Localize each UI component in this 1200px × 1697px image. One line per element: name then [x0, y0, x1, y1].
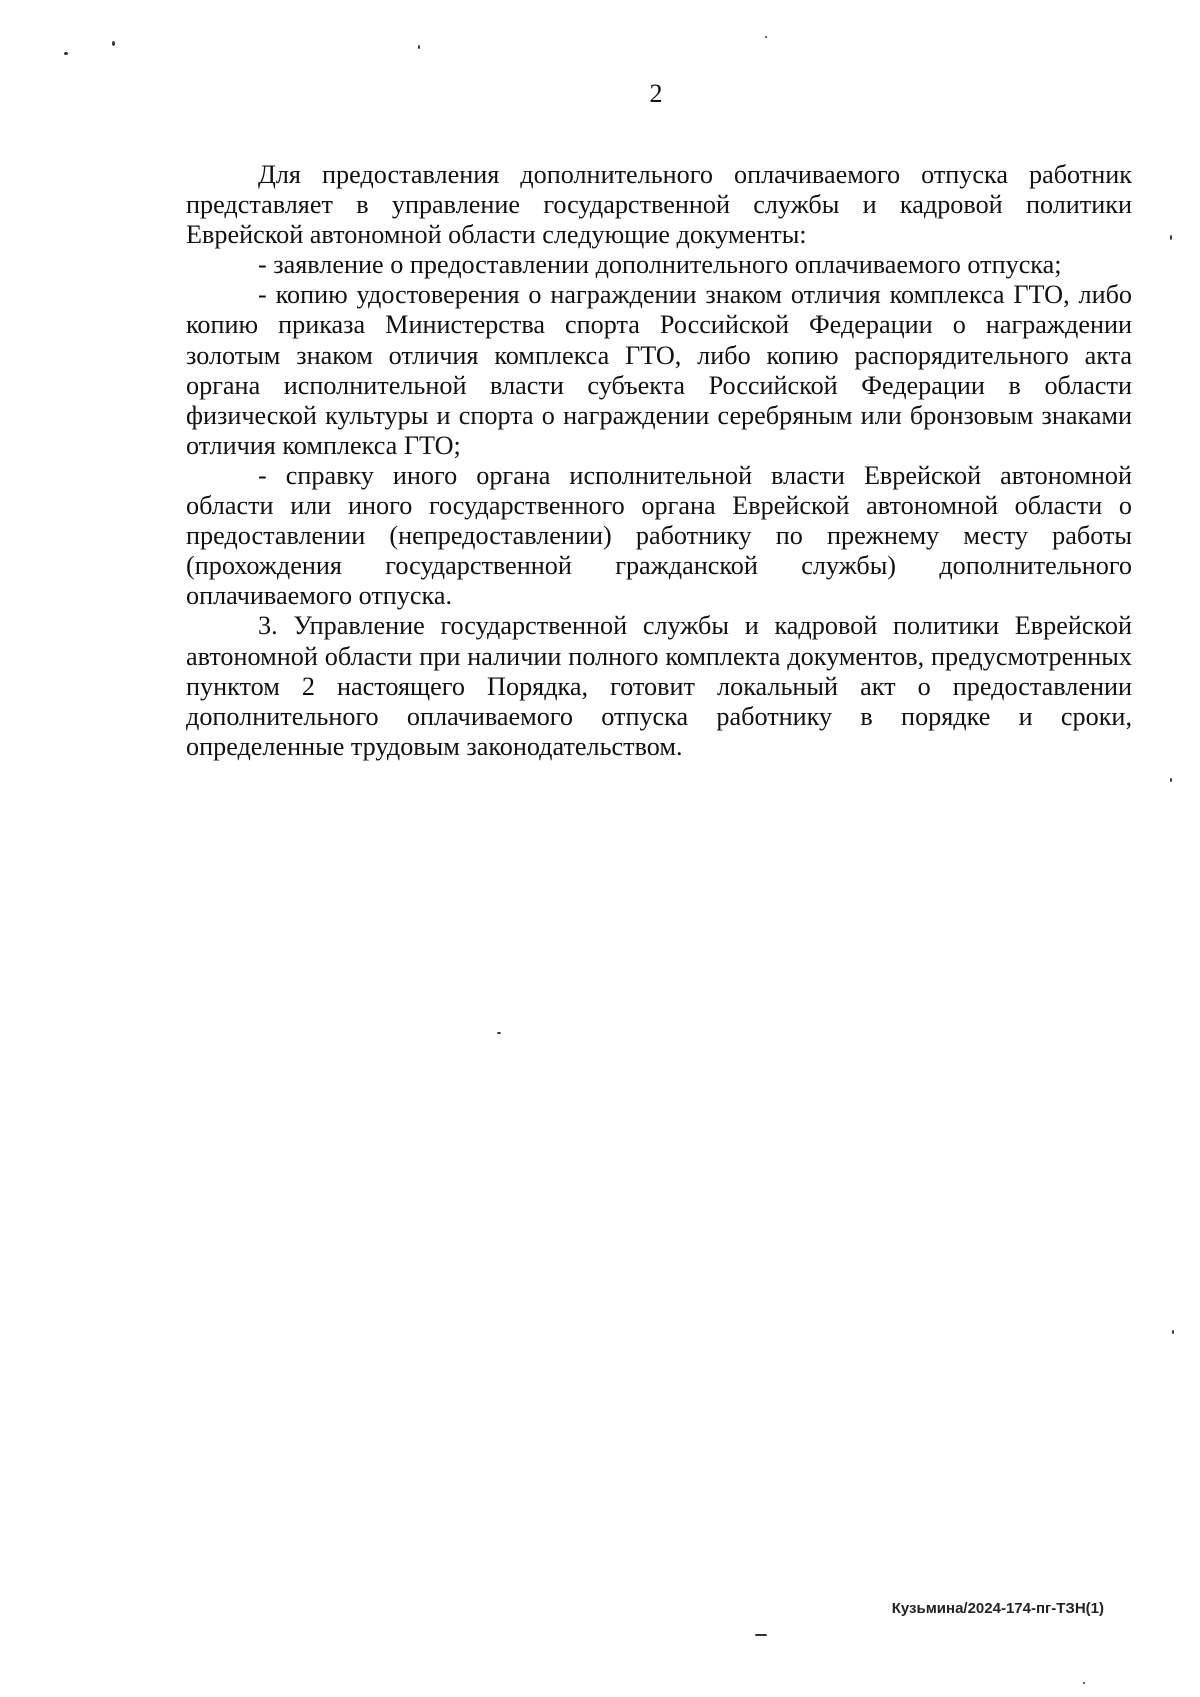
- page-number: 2: [649, 79, 663, 108]
- paragraph-clause-3: 3. Управление государственной службы и кадровой политики Еврейской автономной области при наличии полного комплекта документов, предусмотренных пунктом 2 настоящего Порядка, готовит локальный акт о предоставлении дополнительного оплачиваемого отпуска работнику в порядке и сроки, определенные трудовым законодательством.: [186, 611, 1132, 761]
- document-code: Кузьмина/2024-174-пг-ТЗН(1): [891, 1600, 1104, 1617]
- scan-speck: [64, 52, 68, 55]
- scan-speck: [765, 36, 767, 38]
- scan-speck: [1170, 778, 1172, 782]
- list-item-award-copy: - копию удостоверения о награждении знаком отличия комплекса ГТО, либо копию приказа Министерства спорта Российской Федерации о награждении золотым знаком отличия комплекса ГТО, либо копию распорядительного акта органа исполнительной власти субъекта Российской Федерации в области физической культуры и спорта о награждении серебряным или бронзовым знаками отличия комплекса ГТО;: [186, 280, 1132, 460]
- scan-speck: [418, 45, 420, 49]
- list-item-application: - заявление о предоставлении дополнительного оплачиваемого отпуска;: [258, 250, 1062, 280]
- scan-speck: [112, 41, 115, 46]
- list-item-certificate: - справку иного органа исполнительной власти Еврейской автономной области или иного государственного органа Еврейской автономной области о предоставлении (непредоставлении) работнику по прежнему месту работы (прохождения государственной гражданской службы) дополнительного оплачиваемого отпуска.: [186, 460, 1132, 611]
- scan-speck: [755, 1634, 767, 1636]
- scan-speck: [1170, 235, 1172, 240]
- document-body: [186, 160, 1132, 762]
- scan-speck: [497, 1032, 501, 1034]
- paragraph-documents-intro: Для предоставления дополнительного оплачиваемого отпуска работник представляет в управление государственной службы и кадровой политики Еврейской автономной области следующие документы:: [186, 160, 1132, 250]
- scan-speck: [1172, 1330, 1174, 1334]
- scan-speck: [1083, 1682, 1085, 1684]
